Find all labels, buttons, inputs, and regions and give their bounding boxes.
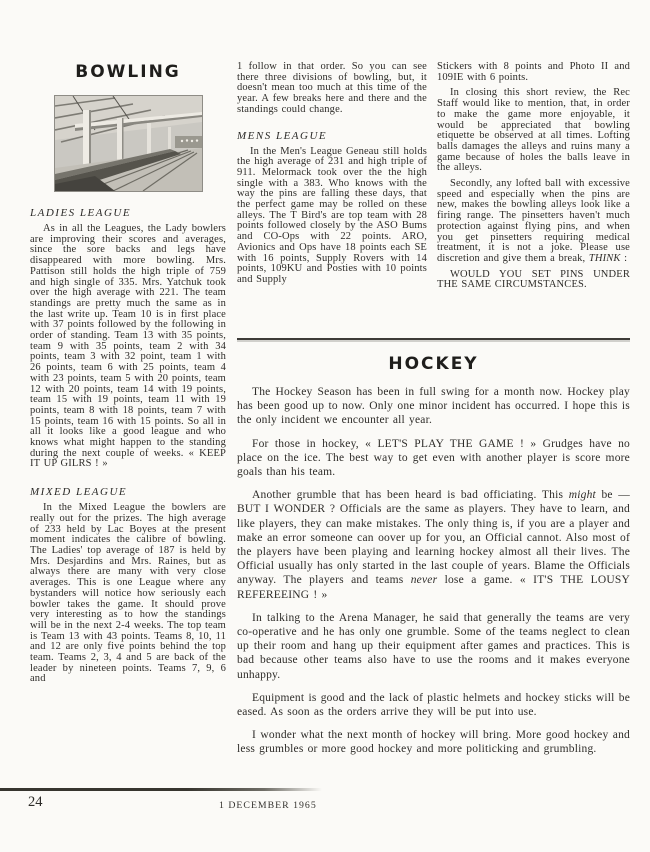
heading-mixed-league: MIXED LEAGUE xyxy=(30,486,128,499)
bowling-alley-photo xyxy=(54,95,203,192)
bowling-column-2 xyxy=(237,60,427,340)
para-mixed-league: In the Mixed League the bowlers are really out for the prizes. The high average of 233 held by Lac Boyes at the present moment indicates the calibre of bowling. The Ladies' top average of 187 is held by Mrs. Desjardins and Mrs. Raines, but as always there are many with very close averages. This is one League where any bystanders will notice how seriously each bowler takes the game. It should prove very interesting as to how the standings will be in the next 2-4 weeks. The top team is Team 13 with 43 points. Teams 8, 10, 11 and 12 are only five points behind the top team. Teams 2, 3, 4 and 5 are back of the leader by nineteen points. Teams 7, 9, 6 and xyxy=(30,502,226,685)
para-mens-league: In the Men's League Geneau still holds the high average of 231 and high triple of 911. Melormack took over the the high single with a 383. Who knows with the way the pins are falling these days, that the perfect game may be rolled on these alleys. The T Bird's are top team with 28 points followed closely by the ASO Bums and CO-Ops with 22 points. ARO, Avionics and Ops have 18 points each SE with 16 points, Supply Rovers with 14 points, 109KU and Posties with 10 points and Supply xyxy=(237,145,427,285)
para-hockey-officials: Another grumble that has been heard is bad officiating. This might be — BUT I WONDER ? Officials are the same as players. They have to learn, and like players, they can make mistakes. The only thing is, if you are a player and make an error someone can oover up for you, an Official cannot. Also most of the players have been playing and learning hockey almost all their lives. The Official usually has only started in the last couple of years. Blame the Officials anyway. The players and teams never lose a game. « IT'S THE LOUSY REFEREEING ! » xyxy=(237,489,630,601)
heading-ladies-league: LADIES LEAGUE xyxy=(30,207,132,219)
page-number: 24 xyxy=(28,794,43,810)
para-lofted-ball: Secondly, any lofted ball with excessive speed and especially when the pins are new, makes the bowling alleys look like a firing range. The pinsetters haven't much protection against flying pins, and when you get pinsetters requiring medical treatment, it is not a joke. Please use discretion and give them a break, THINK : xyxy=(437,178,630,264)
para-standings-continued: Stickers with 8 points and Photo II and 109IE with 6 points. xyxy=(437,61,630,83)
heading-mens-league: MENS LEAGUE xyxy=(237,129,328,142)
bowling-column-1 xyxy=(30,60,226,685)
para-hockey-wonder: I wonder what the next month of hockey will bring. More good hockey and less grumbles or more good hockey and more politicking and grumbling. xyxy=(237,729,630,756)
para-closing-review: In closing this short review, the Rec Staff would like to mention, that, in order to make the game more enjoyable, it would be appreciated that bowling etiquette be observed at all times. Lofting balls damages the alleys and ruins many a game because of holes the balls leave in the alleys. xyxy=(437,87,630,174)
bowling-column-3 xyxy=(437,60,630,340)
hockey-section xyxy=(237,338,630,757)
para-bowling-continued: 1 follow in that order. So you can see there three divisions of bowling, but, it doesn't mean too much at this time of the year. A few breaks here and there and the standings could change. xyxy=(237,61,427,115)
para-hockey-season: The Hockey Season has been in full swing for a month now. Hockey play has been good up to now. Only one minor incident has occurred. I hope this is the only incident we encounter all year. xyxy=(237,386,630,427)
para-hockey-equipment: Equipment is good and the lack of plastic helmets and hockey sticks will be eased. As soon as the orders arrive they will be put into use. xyxy=(237,691,630,719)
footer-rule xyxy=(0,788,322,791)
issue-date: 1 DECEMBER 1965 xyxy=(219,800,317,811)
para-ladies-league: As in all the Leagues, the Lady bowlers are improving their scores and averages, since the sore backs and legs have disappeared with more bowling. Mrs. Pattison still holds the high triple of 759 and high single of 335. Mrs. Yatchuk took over the high average with 221. The team standings are pretty much the same as in the last write up. Team 10 is in first place with 37 points followed by the following in order of standing. Team 13 with 35 points, team 9 with 35 points, team 2 with 34 points, team 3 with 32 point, team 1 with 26 points, team 6 with 25 points, team 4 with 23 points, team 5 with 20 points, team 12 with 20 points, team 14 with 19 points, team 15 with 19 points, team 11 with 19 points, team 8 with 18 points, team 7 with 15 points, team 16 with 15 points. So all in all it looks like a good league and who knows what might happen to the standing during the next couple of weeks. « KEEP IT UP GILRS ! » xyxy=(30,223,226,470)
section-divider-rule xyxy=(237,338,630,340)
bowling-alley-photo-graphic xyxy=(55,96,202,191)
bowling-article-title: BOWLING xyxy=(75,62,181,82)
para-hockey-arena: In talking to the Arena Manager, he said that generally the teams are very co-operative and he has only one grumble. Some of the teams neglect to clean up their room and hang up their equipment after games and practices. This is bad because other teams also have to use the rooms and it makes everyone unhappy. xyxy=(237,611,630,681)
text-pins-question: WOULD YOU SET PINS UNDER THE SAME CIRCUMSTANCES. xyxy=(437,268,630,291)
hockey-article-title: HOCKEY xyxy=(388,354,479,374)
para-hockey-grudges: For those in hockey, « LET'S PLAY THE GAME ! » Grudges have no place on the ice. The best way to get even with another player is score more goals than his team. xyxy=(237,437,630,479)
